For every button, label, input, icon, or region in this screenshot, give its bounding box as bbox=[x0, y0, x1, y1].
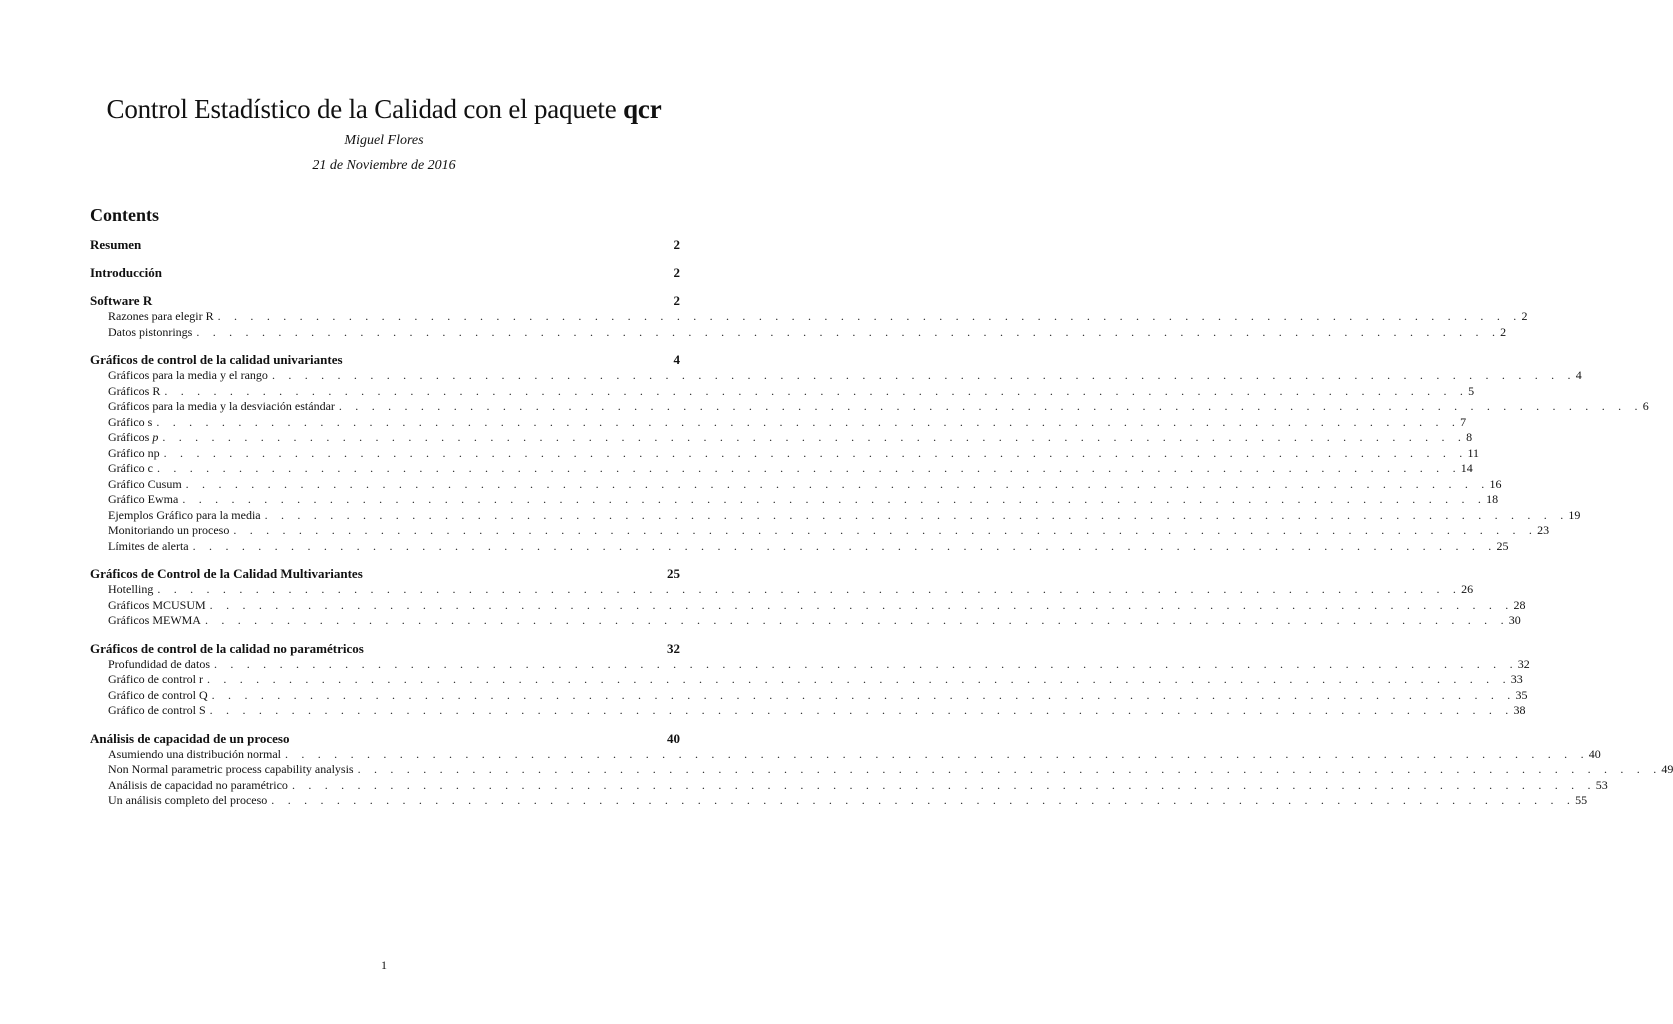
toc-section-row[interactable] bbox=[90, 236, 680, 253]
toc-entry[interactable] bbox=[90, 687, 1528, 704]
toc-entry-label: Gráfico s bbox=[108, 414, 153, 429]
dot-leader: . . . . . . . . . . . . . . . . . . . . . . . . . . . . . . . . . . . . . . . . . . . . . . . . . . . . . . . . . . . . . . . . . . . . . . . . . . . . . . . . bbox=[233, 523, 1538, 537]
toc-entry[interactable] bbox=[90, 597, 1526, 614]
toc-entry-page: 14 bbox=[1460, 461, 1473, 475]
dot-leader: . . . . . . . . . . . . . . . . . . . . . . . . . . . . . . . . . . . . . . . . . . . . . . . . . . . . . . . . . . . . . . . . . . . . . . . . . . . . . . . . bbox=[163, 445, 1468, 460]
toc-entry-page: 26 bbox=[1461, 582, 1474, 596]
toc-entry[interactable] bbox=[90, 746, 1601, 763]
toc-entry-page: 35 bbox=[1515, 687, 1528, 702]
toc-section bbox=[90, 236, 680, 253]
toc-entry-label: Profundidad de datos bbox=[108, 656, 210, 671]
toc-entry[interactable] bbox=[90, 613, 1521, 629]
toc-section-row[interactable] bbox=[90, 292, 680, 309]
dot-leader: . . . . . . . . . . . . . . . . . . . . . . . . . . . . . . . . . . . . . . . . . . . . . . . . . . . . . . . . . . . . . . . . . . . . . . . . . . . . . . . . bbox=[185, 476, 1490, 491]
toc-section-page: 2 bbox=[673, 293, 680, 308]
toc-entry[interactable] bbox=[90, 538, 1509, 555]
toc-section bbox=[90, 351, 1649, 554]
toc-section bbox=[90, 640, 1530, 719]
toc-entry-label: Gráfico c bbox=[108, 461, 153, 475]
toc-entry-label: Gráfico np bbox=[108, 445, 160, 460]
toc-entry-label: Gráfico Ewma bbox=[108, 492, 179, 506]
dot-leader: . . . . . . . . . . . . . . . . . . . . . . . . . . . . . . . . . . . . . . . . . . . . . . . . . . . . . . . . . . . . . . . . . . . . . . . . . . . . . . . . bbox=[338, 399, 1643, 413]
dot-leader: . . . . . . . . . . . . . . . . . . . . . . . . . . . . . . . . . . . . . . . . . . . . . . . . . . . . . . . . . . . . . . . . . . . . . . . . . . . . . . . . bbox=[156, 461, 1461, 475]
toc-entry[interactable] bbox=[90, 492, 1499, 508]
toc-section-title: Análisis de capacidad de un proceso bbox=[90, 730, 290, 746]
toc-section-row[interactable] bbox=[90, 264, 680, 281]
toc-entry-page: 30 bbox=[1508, 613, 1521, 627]
toc-entry-page: 2 bbox=[1500, 324, 1507, 339]
toc-entry[interactable] bbox=[90, 672, 1523, 688]
toc-entry[interactable] bbox=[90, 762, 1673, 778]
toc-section-title: Gráficos de Control de la Calidad Multivariantes bbox=[90, 566, 363, 581]
toc-entry-label: Asumiendo una distribución normal bbox=[108, 746, 281, 761]
toc-entry[interactable] bbox=[90, 399, 1649, 415]
toc-section-page: 32 bbox=[667, 640, 680, 656]
toc-entry-label: Gráfico Cusum bbox=[108, 476, 182, 491]
toc-entry-label: Gráfico de control Q bbox=[108, 687, 208, 702]
toc-entry[interactable] bbox=[90, 777, 1608, 794]
toc-entry[interactable] bbox=[90, 523, 1550, 539]
toc-section-row[interactable] bbox=[90, 640, 680, 657]
toc-section-page: 4 bbox=[673, 352, 680, 367]
dot-leader: . . . . . . . . . . . . . . . . . . . . . . . . . . . . . . . . . . . . . . . . . . . . . . . . . . . . . . . . . . . . . . . . . . . . . . . . . . . . . . . . bbox=[157, 582, 1462, 596]
toc-section-row[interactable] bbox=[90, 730, 680, 747]
toc-entry-page: 16 bbox=[1489, 476, 1502, 491]
toc-entry-label: Límites de alerta bbox=[108, 538, 189, 553]
toc-entry-page: 40 bbox=[1588, 746, 1601, 761]
toc-entry-page: 32 bbox=[1517, 656, 1530, 671]
dot-leader: . . . . . . . . . . . . . . . . . . . . . . . . . . . . . . . . . . . . . . . . . . . . . . . . . . . . . . . . . . . . . . . . . . . . . . . . . . . . . . . . bbox=[182, 492, 1487, 506]
toc-entry-page: 38 bbox=[1513, 703, 1526, 717]
toc-entry[interactable] bbox=[90, 309, 1528, 325]
toc-entry-label: Gráficos R bbox=[108, 383, 161, 398]
toc-entry-label: Análisis de capacidad no paramétrico bbox=[108, 777, 288, 792]
math-variable: p bbox=[152, 430, 159, 444]
toc-entry[interactable] bbox=[90, 383, 1475, 400]
toc-entry-page: 55 bbox=[1575, 793, 1588, 807]
dot-leader: . . . . . . . . . . . . . . . . . . . . . . . . . . . . . . . . . . . . . . . . . . . . . . . . . . . . . . . . . . . . . . . . . . . . . . . . . . . . . . . . bbox=[206, 672, 1511, 686]
toc-entry[interactable] bbox=[90, 430, 1473, 446]
author: Miguel Flores bbox=[344, 133, 424, 148]
toc-section-row[interactable] bbox=[90, 351, 680, 368]
dot-leader: . . . . . . . . . . . . . . . . . . . . . . . . . . . . . . . . . . . . . . . . . . . . . . . . . . . . . . . . . . . . . . . . . . . . . . . . . . . . . . . . bbox=[192, 538, 1497, 553]
toc-entry-label: Gráfico de control r bbox=[108, 672, 203, 686]
dot-leader: . . . . . . . . . . . . . . . . . . . . . . . . . . . . . . . . . . . . . . . . . . . . . . . . . . . . . . . . . . . . . . . . . . . . . . . . . . . . . . . . bbox=[264, 507, 1569, 522]
dot-leader: . . . . . . . . . . . . . . . . . . . . . . . . . . . . . . . . . . . . . . . . . . . . . . . . . . . . . . . . . . . . . . . . . . . . . . . . . . . . . . . . bbox=[357, 762, 1662, 776]
toc-section-title: Gráficos de control de la calidad univariantes bbox=[90, 352, 343, 367]
document-title bbox=[0, 94, 768, 125]
toc-entry-page: 4 bbox=[1575, 368, 1582, 382]
toc-entry[interactable] bbox=[90, 656, 1530, 673]
toc-entry-label: Gráfico de control S bbox=[108, 703, 206, 717]
toc-entry-page: 53 bbox=[1595, 777, 1608, 792]
toc-entry[interactable] bbox=[90, 368, 1582, 384]
dot-leader: . . . . . . . . . . . . . . . . . . . . . . . . . . . . . . . . . . . . . . . . . . . . . . . . . . . . . . . . . . . . . . . . . . . . . . . . . . . . . . . . bbox=[271, 793, 1576, 807]
toc-entry-page: 6 bbox=[1642, 399, 1649, 413]
toc-entry-page: 11 bbox=[1467, 445, 1480, 460]
toc-entry-label: Gráficos para la media y el rango bbox=[108, 368, 268, 382]
dot-leader: . . . . . . . . . . . . . . . . . . . . . . . . . . . . . . . . . . . . . . . . . . . . . . . . . . . . . . . . . . . . . . . . . . . . . . . . . . . . . . . . bbox=[284, 746, 1589, 761]
toc-entry-page: 8 bbox=[1466, 430, 1473, 444]
dot-leader: . . . . . . . . . . . . . . . . . . . . . . . . . . . . . . . . . . . . . . . . . . . . . . . . . . . . . . . . . . . . . . . . . . . . . . . . . . . . . . . . bbox=[156, 414, 1461, 429]
toc-entry[interactable] bbox=[90, 793, 1588, 809]
toc-entry-label: Gráficos MEWMA bbox=[108, 613, 201, 627]
toc-entry[interactable] bbox=[90, 582, 1474, 598]
toc-entry-label: Monitoriando un proceso bbox=[108, 523, 230, 537]
table-of-contents bbox=[90, 236, 1673, 820]
toc-entry-label: Datos pistonrings bbox=[108, 324, 193, 339]
dot-leader: . . . . . . . . . . . . . . . . . . . . . . . . . . . . . . . . . . . . . . . . . . . . . . . . . . . . . . . . . . . . . . . . . . . . . . . . . . . . . . . . bbox=[209, 597, 1514, 612]
toc-entry-label: Razones para elegir R bbox=[108, 309, 214, 323]
toc-entry[interactable] bbox=[90, 445, 1480, 462]
dot-leader: . . . . . . . . . . . . . . . . . . . . . . . . . . . . . . . . . . . . . . . . . . . . . . . . . . . . . . . . . . . . . . . . . . . . . . . . . . . . . . . . bbox=[213, 656, 1518, 671]
toc-section bbox=[90, 264, 680, 281]
toc-entry-page: 2 bbox=[1521, 309, 1528, 323]
page-number: 1 bbox=[381, 958, 387, 972]
toc-section bbox=[90, 730, 1673, 809]
toc-entry-label: Gráficos para la media y la desviación estándar bbox=[108, 399, 335, 413]
toc-entry-label: Gráficos p bbox=[108, 430, 159, 444]
title-main: Control Estadístico de la Calidad con el paquete bbox=[106, 94, 617, 124]
toc-entry-page: 7 bbox=[1460, 414, 1467, 429]
toc-entry[interactable] bbox=[90, 476, 1502, 493]
toc-entry-page: 19 bbox=[1568, 507, 1581, 522]
dot-leader: . . . . . . . . . . . . . . . . . . . . . . . . . . . . . . . . . . . . . . . . . . . . . . . . . . . . . . . . . . . . . . . . . . . . . . . . . . . . . . . . bbox=[271, 368, 1576, 382]
dot-leader: . . . . . . . . . . . . . . . . . . . . . . . . . . . . . . . . . . . . . . . . . . . . . . . . . . . . . . . . . . . . . . . . . . . . . . . . . . . . . . . . bbox=[162, 430, 1467, 444]
toc-entry-page: 28 bbox=[1513, 597, 1526, 612]
contents-heading: Contents bbox=[90, 205, 160, 225]
toc-entry-page: 33 bbox=[1510, 672, 1523, 686]
title-package-name: qcr bbox=[623, 94, 662, 124]
dot-leader: . . . . . . . . . . . . . . . . . . . . . . . . . . . . . . . . . . . . . . . . . . . . . . . . . . . . . . . . . . . . . . . . . . . . . . . . . . . . . . . . bbox=[196, 324, 1501, 339]
date: 21 de Noviembre de 2016 bbox=[312, 158, 456, 173]
toc-section bbox=[90, 292, 1528, 340]
toc-entry-page: 49 bbox=[1661, 762, 1673, 776]
toc-section-page: 40 bbox=[667, 730, 680, 746]
dot-leader: . . . . . . . . . . . . . . . . . . . . . . . . . . . . . . . . . . . . . . . . . . . . . . . . . . . . . . . . . . . . . . . . . . . . . . . . . . . . . . . . bbox=[211, 687, 1516, 702]
dot-leader: . . . . . . . . . . . . . . . . . . . . . . . . . . . . . . . . . . . . . . . . . . . . . . . . . . . . . . . . . . . . . . . . . . . . . . . . . . . . . . . . bbox=[204, 613, 1509, 627]
toc-entry-label: Non Normal parametric process capability analysis bbox=[108, 762, 354, 776]
dot-leader: . . . . . . . . . . . . . . . . . . . . . . . . . . . . . . . . . . . . . . . . . . . . . . . . . . . . . . . . . . . . . . . . . . . . . . . . . . . . . . . . bbox=[291, 777, 1596, 792]
toc-entry-label: Un análisis completo del proceso bbox=[108, 793, 268, 807]
toc-entry[interactable] bbox=[90, 324, 1507, 341]
toc-section-title: Resumen bbox=[90, 237, 142, 252]
toc-entry-label: Gráficos MCUSUM bbox=[108, 597, 206, 612]
toc-section bbox=[90, 565, 1526, 629]
toc-entry[interactable] bbox=[90, 461, 1473, 477]
toc-entry[interactable] bbox=[90, 507, 1581, 524]
toc-section-page: 2 bbox=[673, 237, 680, 252]
toc-section-page: 25 bbox=[667, 566, 680, 581]
dot-leader: . . . . . . . . . . . . . . . . . . . . . . . . . . . . . . . . . . . . . . . . . . . . . . . . . . . . . . . . . . . . . . . . . . . . . . . . . . . . . . . . bbox=[209, 703, 1514, 717]
toc-entry[interactable] bbox=[90, 414, 1467, 431]
toc-entry-label: Ejemplos Gráfico para la media bbox=[108, 507, 261, 522]
toc-entry-page: 23 bbox=[1537, 523, 1550, 537]
toc-section-title: Software R bbox=[90, 293, 153, 308]
toc-section-page: 2 bbox=[673, 265, 680, 280]
toc-section-title: Introducción bbox=[90, 265, 162, 280]
dot-leader: . . . . . . . . . . . . . . . . . . . . . . . . . . . . . . . . . . . . . . . . . . . . . . . . . . . . . . . . . . . . . . . . . . . . . . . . . . . . . . . . bbox=[217, 309, 1522, 323]
toc-entry-page: 18 bbox=[1486, 492, 1499, 506]
toc-section-title: Gráficos de control de la calidad no paramétricos bbox=[90, 640, 364, 656]
toc-entry[interactable] bbox=[90, 703, 1526, 719]
toc-entry-page: 5 bbox=[1468, 383, 1475, 398]
dot-leader: . . . . . . . . . . . . . . . . . . . . . . . . . . . . . . . . . . . . . . . . . . . . . . . . . . . . . . . . . . . . . . . . . . . . . . . . . . . . . . . . bbox=[164, 383, 1469, 398]
toc-entry-page: 25 bbox=[1496, 538, 1509, 553]
toc-section-row[interactable] bbox=[90, 565, 680, 582]
toc-entry-label: Hotelling bbox=[108, 582, 154, 596]
